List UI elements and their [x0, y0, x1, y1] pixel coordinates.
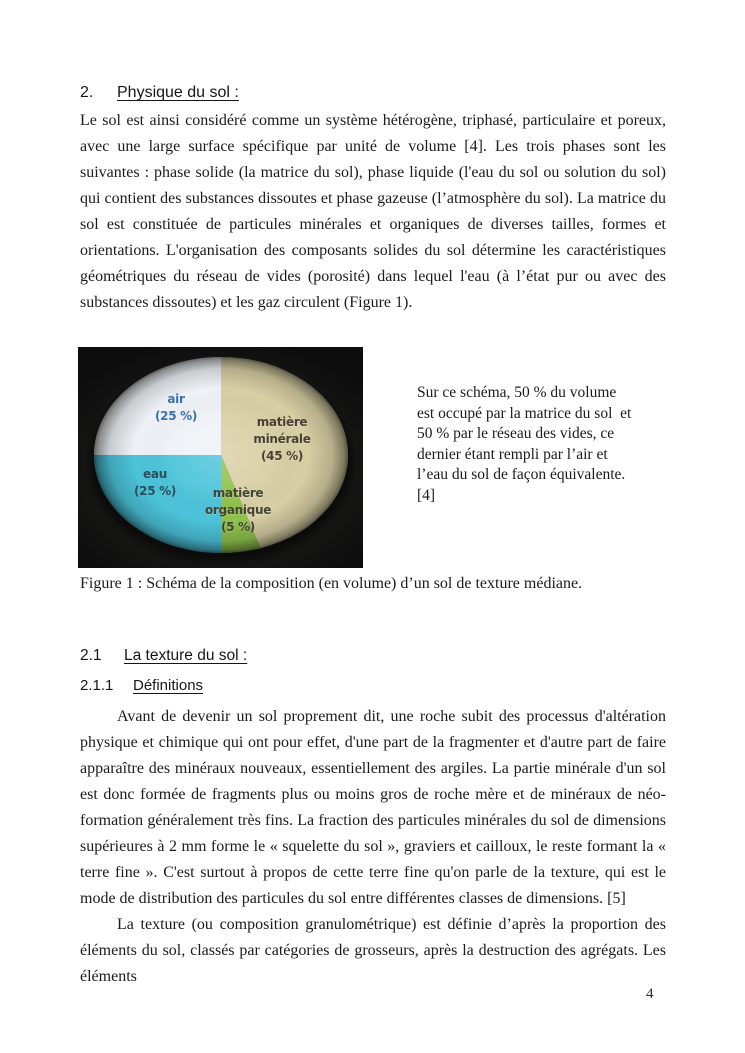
subsection-title: La texture du sol : — [124, 647, 248, 664]
subsubsection-title: Définitions — [133, 677, 204, 694]
pie-label-organique-line1: matière — [212, 486, 264, 500]
subsection-heading-2-1-1 — [80, 676, 203, 696]
pie-label-air — [155, 391, 197, 425]
side-note-line: l’eau du sol de façon équivalente. — [417, 466, 626, 483]
section-number: 2. — [80, 84, 94, 101]
subsubsection-number: 2.1.1 — [80, 677, 114, 694]
figure-side-note — [417, 383, 631, 506]
pie-label-organique-pct: (5 %) — [220, 520, 256, 534]
pie-label-eau — [134, 466, 176, 500]
side-note-line: [4] — [417, 486, 436, 504]
pie-label-eau-name: eau — [143, 467, 167, 481]
pie-label-air-name: air — [167, 392, 185, 406]
side-note-line: 50 % par le réseau des vides, ce — [417, 425, 615, 442]
page-number: 4 — [646, 986, 654, 1002]
paragraph-definitions-2: La texture (ou composition granulométrique) est définie d’après la proportion des éléments du sol, classés par catégories de grosseurs, après la destruction des agrégats. Les éléments — [80, 916, 666, 985]
side-note-line: est occupé par la matrice du sol et — [417, 404, 632, 422]
pie-label-minerale-line2: minérale — [253, 432, 311, 446]
figure-caption: Figure 1 : Schéma de la composition (en volume) d’un sol de texture médiane. — [80, 575, 583, 592]
side-note-line: Sur ce schéma, 50 % du volume — [417, 384, 617, 401]
paragraph-intro: Le sol est ainsi considéré comme un système hétérogène, triphasé, particulaire et poreux, avec une large surface spécifique par unité de volume [4]. Les trois phases sont les suivantes : phase solide (la matrice du sol), phase liquide (l'eau du sol ou solution du sol) qui contient des substances dissoutes et phase gazeuse (l’atmosphère du sol). La matrice du sol est constituée de particules minérales et organiques de diverses tailles, formes et orientations. L'organisation des composants solides du sol détermine les caractéristiques géométriques du réseau de vides (porosité) dans lequel l'eau (à l’état pur ou avec des substances dissoutes) et les gaz circulent (Figure 1). — [80, 112, 666, 311]
pie-label-matiere-minerale — [253, 414, 310, 465]
pie-label-eau-pct: (25 %) — [133, 484, 177, 498]
paragraph-definitions-1: Avant de devenir un sol proprement dit, une roche subit des processus d'altération physique et chimique qui ont pour effet, d'une part de la fragmenter et d'autre part de faire apparaître des minéraux nouveaux, essentiellement des argiles. La partie minérale d'un sol est donc formée de fragments plus ou moins gros de roche mère et de minéraux de néo-formation généralement très fins. La fraction des particules minérales du sol de dimensions supérieures à 2 mm forme le « squelette du sol », graviers et cailloux, le reste formant la « terre fine ». C'est surtout à propos de cette terre fine qu'on parle de la texture, qui est le mode de distribution des particules du sol entre différentes classes de dimensions. [5] — [80, 708, 666, 907]
pie-label-matiere-organique — [205, 485, 271, 536]
subsection-number: 2.1 — [80, 647, 102, 664]
section-heading — [80, 83, 239, 103]
paragraphs-definitions — [80, 704, 666, 990]
figure-image — [78, 347, 363, 568]
section-title: Physique du sol : — [117, 84, 239, 101]
pie-label-air-pct: (25 %) — [154, 409, 198, 423]
subsection-heading-2-1 — [80, 646, 247, 666]
pie-label-organique-line2: organique — [204, 503, 272, 517]
side-note-line: dernier étant rempli par l’air et — [417, 445, 608, 463]
pie-label-minerale-pct: (45 %) — [260, 449, 304, 463]
pie-label-minerale-line1: matière — [256, 415, 308, 429]
